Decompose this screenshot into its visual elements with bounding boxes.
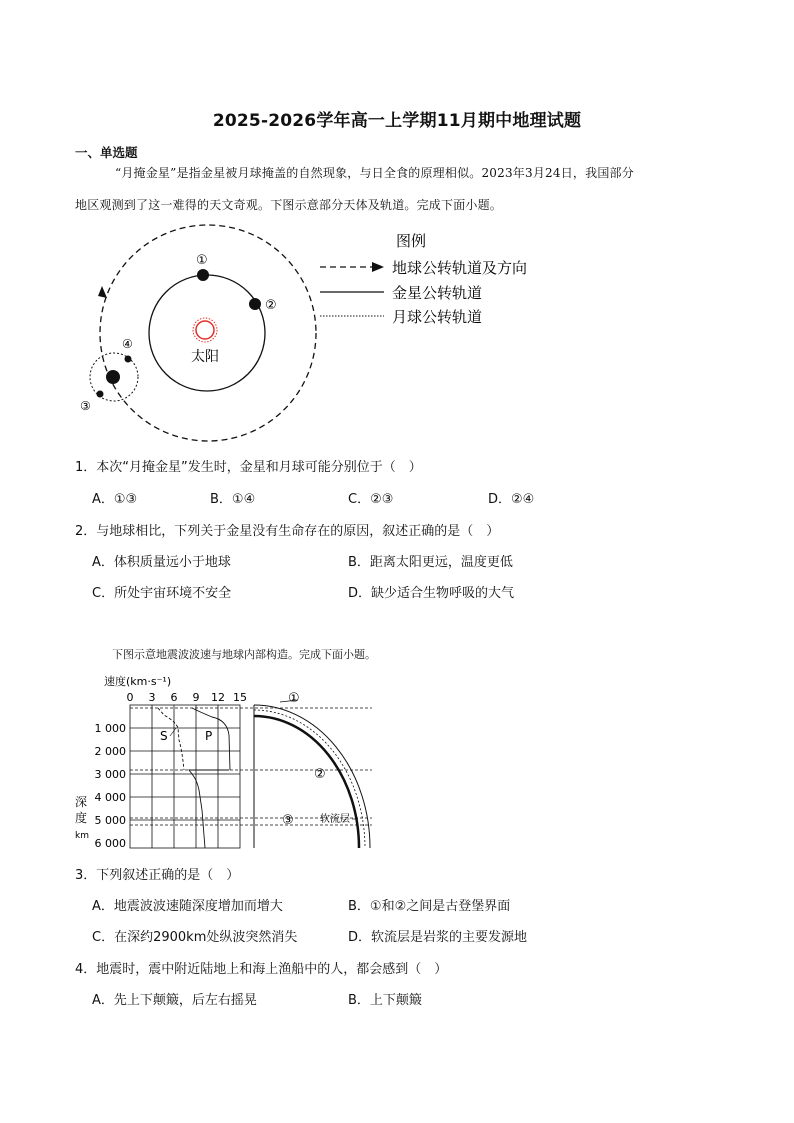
svg-text:1 000: 1 000	[94, 722, 126, 735]
venus-position-2	[249, 298, 261, 310]
svg-text:0: 0	[126, 691, 134, 704]
asthenosphere-label: 软流层	[320, 814, 350, 825]
passage1-line2: 地区观测到了这一难得的天文奇观。下图示意部分天体及轨道。完成下面小题。	[75, 198, 503, 212]
point-3-label: ③	[80, 399, 91, 413]
speed-axis-label: 速度(km·s⁻¹)	[104, 675, 172, 688]
layer-2-label: ②	[314, 767, 326, 782]
question-3-option-a[interactable]: A．地震波波速随深度增加而增大	[92, 899, 283, 914]
legend-arrow-icon	[372, 262, 384, 272]
layer-1-label: ①	[288, 691, 300, 706]
svg-text:6: 6	[170, 691, 178, 704]
svg-text:深: 深	[75, 795, 88, 809]
legend-title: 图例	[396, 232, 427, 250]
sun-icon	[193, 318, 217, 342]
question-3-option-c[interactable]: C．在深约2900km处纵波突然消失	[92, 930, 298, 945]
question-1-option-a[interactable]: A．①③	[92, 492, 138, 507]
depth-axis-label	[75, 795, 89, 841]
point-1-label: ①	[196, 253, 208, 268]
svg-text:3: 3	[148, 691, 156, 704]
passage2: 下图示意地震波波速与地球内部构造。完成下面小题。	[112, 648, 376, 661]
question-2-option-d[interactable]: D．缺少适合生物呼吸的大气	[348, 586, 515, 601]
venus-position-1	[197, 269, 209, 281]
layer-3-label: ③	[282, 813, 294, 828]
legend-item-venus-orbit: 金星公转轨道	[392, 284, 483, 302]
svg-text:6 000: 6 000	[94, 837, 126, 850]
section-heading: 一、单选题	[75, 145, 138, 160]
sun-label: 太阳	[191, 349, 219, 365]
question-2-stem: 2．与地球相比，下列关于金星没有生命存在的原因，叙述正确的是（ ）	[75, 524, 500, 539]
question-2-option-c[interactable]: C．所处宇宙环境不安全	[92, 586, 232, 601]
question-3-stem: 3．下列叙述正确的是（ ）	[75, 868, 240, 883]
question-1-option-d[interactable]: D．②④	[488, 492, 535, 507]
legend-item-moon-orbit: 月球公转轨道	[392, 308, 483, 326]
legend-item-earth-orbit: 地球公转轨道及方向	[392, 259, 528, 277]
svg-text:9: 9	[192, 691, 200, 704]
svg-text:12: 12	[211, 691, 225, 704]
svg-text:5 000: 5 000	[94, 814, 126, 827]
p-wave-label: P	[205, 729, 213, 743]
question-4-option-a[interactable]: A．先上下颠簸，后左右摇晃	[92, 993, 257, 1008]
question-4-stem: 4．地震时，震中附近陆地上和海上渔船中的人，都会感到（ ）	[75, 962, 448, 977]
question-1-option-c[interactable]: C．②③	[348, 492, 394, 507]
point-4-label: ④	[122, 337, 133, 351]
orbit-direction-arrow-icon	[98, 286, 107, 298]
page-title: 2025-2026学年高一上学期11月期中地理试题	[212, 111, 582, 131]
svg-text:2 000: 2 000	[94, 745, 126, 758]
svg-text:4 000: 4 000	[94, 791, 126, 804]
question-2-option-a[interactable]: A．体积质量远小于地球	[92, 555, 231, 570]
moon-position-4	[125, 356, 132, 363]
question-1-option-b[interactable]: B．①④	[210, 492, 256, 507]
passage1-line1: “月掩金星”是指金星被月球掩盖的自然现象，与日全食的原理相似。2023年3月24日，我国部分	[115, 166, 634, 180]
orbit-diagram	[80, 222, 580, 447]
earth-icon	[106, 370, 120, 384]
question-4-option-b[interactable]: B．上下颠簸	[348, 993, 422, 1008]
question-2-option-b[interactable]: B．距离太阳更远，温度更低	[348, 555, 513, 570]
point-2-label: ②	[265, 298, 277, 313]
seismic-diagram	[72, 670, 402, 855]
svg-text:km: km	[75, 831, 89, 841]
svg-text:15: 15	[233, 691, 247, 704]
moon-position-3	[97, 391, 104, 398]
question-3-option-b[interactable]: B．①和②之间是古登堡界面	[348, 899, 511, 914]
svg-text:3 000: 3 000	[94, 768, 126, 781]
question-1-stem: 1．本次“月掩金星”发生时，金星和月球可能分别位于（ ）	[75, 460, 422, 475]
svg-text:度: 度	[75, 811, 88, 825]
question-3-option-d[interactable]: D．软流层是岩浆的主要发源地	[348, 930, 528, 945]
s-wave-label: S	[160, 729, 168, 743]
